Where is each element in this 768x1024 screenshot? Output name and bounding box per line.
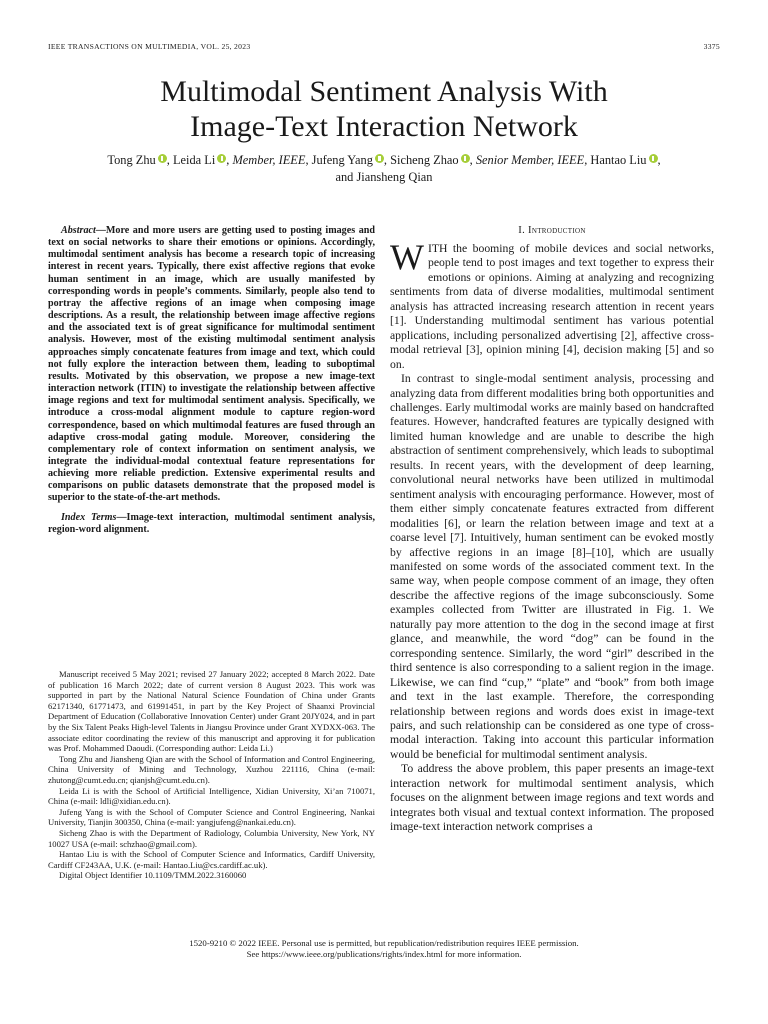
right-column bbox=[390, 225, 714, 835]
drop-cap: W bbox=[390, 237, 424, 277]
page-number: 3375 bbox=[703, 42, 720, 51]
running-header bbox=[48, 42, 720, 54]
footnote-affiliation: Sicheng Zhao is with the Department of Radiology, Columbia University, New York, NY 10027 USA (e-mail: schzhao@gmail.com). bbox=[48, 827, 375, 849]
title-line-2: Image-Text Interaction Network bbox=[190, 110, 578, 143]
orcid-icon[interactable] bbox=[217, 154, 226, 163]
index-terms-text: Image-text interaction, multimodal sentiment analysis, region-word alignment. bbox=[48, 511, 375, 535]
section-title: Introduction bbox=[528, 225, 586, 236]
title-line-1: Multimodal Sentiment Analysis With bbox=[160, 75, 608, 108]
footnote-affiliation: Hantao Liu is with the School of Computer Science and Informatics, Cardiff University, Cardiff CF243AA, U.K. (e-mail: Hantao.Liu@cs.cardiff.ac.uk). bbox=[48, 849, 375, 870]
footnote-affiliation: Leida Li is with the School of Artificial Intelligence, Xidian University, Xi’an 710071, China (e-mail: ldli@xidian.edu.cn). bbox=[48, 785, 375, 807]
intro-paragraph-1 bbox=[390, 237, 714, 372]
abstract-label: Abstract bbox=[61, 225, 96, 236]
author-name: Leida Li bbox=[172, 153, 216, 167]
author-name: Tong Zhu bbox=[107, 153, 156, 167]
author-name: and Jiansheng Qian bbox=[335, 170, 433, 184]
orcid-icon[interactable] bbox=[649, 154, 658, 163]
copyright-notice bbox=[48, 938, 720, 960]
author-name: Sicheng Zhao bbox=[390, 153, 459, 167]
author-list: Tong Zhu , Leida Li , Member, IEEE, Jufeng Yang , Sicheng Zhao , Senior Member, IEEE, Hantao Liu , and Jiansheng Qian bbox=[107, 153, 661, 184]
intro-paragraph-2: In contrast to single-modal sentiment analysis, processing and analyzing data from different modalities bring both opportunities and challenges. Early multimodal works are mainly based on handcrafted features. However, handcrafted features are typically designed with limited human knowledge and are unable to describe the high abstraction of sentiment comprehensively, which leads to suboptimal results. In recent years, with the development of deep learning, convolutional neural networks have been utilized in multimodal sentiment analysis with encouraging performance. However, most of them either simply concatenate features extracted from different modalities [6], or learn the relation between image and text at a coarse level [7]. Intuitively, human sentiment can be evoked mostly by affective regions in an image [8]–[10], which are usually manifested on some words of the associated comment text. In the same way, when people compose comment of an image, they often describe the affective regions of the image subconsciously. Some examples collected from Twitter are illustrated in Fig. 1. We naturally pay more attention to the dog in the second image at first glance, and meanwhile, the word “dog” can be found in the corresponding sentence. Similarly, the word “girl” described in the third sentence is also corresponding to a salient region in the image. Likewise, we can find “cup,” “plate” and “book” from both image and text in the last example. Therefore, the corresponding relationship between regions and words does exist in image-text pairs, and such relationship can be considered as one type of cross-modal interaction. Taking into account this particular information would be beneficial for multimodal sentiment analysis. bbox=[390, 372, 714, 761]
footnote-doi: Digital Object Identifier 10.1109/TMM.2022.3160060 bbox=[59, 870, 247, 881]
index-terms: Index Terms—Image-text interaction, multimodal sentiment analysis, region-word alignment. bbox=[48, 511, 375, 535]
copyright-line: 1520-9210 © 2022 IEEE. Personal use is permitted, but republication/redistribution requires IEEE permission. bbox=[189, 938, 579, 948]
section-heading bbox=[390, 225, 714, 236]
first-word-rest: ITH bbox=[427, 242, 448, 255]
intro-paragraph-3: To address the above problem, this paper presents an image-text interaction network for multimodal sentiment analysis, which focuses on the alignment between image regions and text words and integrates both visual and textual context information. The proposed image-text interaction network comprises a bbox=[390, 762, 714, 834]
orcid-icon[interactable] bbox=[461, 154, 470, 163]
footnotes bbox=[48, 669, 375, 881]
paragraph-text: the booming of mobile devices and social networks, people tend to post images and text together to express their emotions or opinions. Aiming at analyzing and recognizing sentiments from data of diverse modalities, multimodal sentiment analysis has attracted increasing research attention in recent years [1]. Understanding multimodal sentiment has various potential applications, including personalized advertising [2], affective cross-modal retrieval [3], opinion mining [4], decision making [5] and so on. bbox=[390, 242, 714, 371]
author-role: Member, IEEE bbox=[232, 153, 306, 167]
footnote-affiliation: Jufeng Yang is with the School of Computer Science and Control Engineering, Nankai University, Tianjin 300350, China (e-mail: yangjufeng@nankai.edu.cn). bbox=[48, 806, 375, 828]
abstract-text: More and more users are getting used to posting images and text on social networks to share their emotions or opinions. Accordingly, multimodal sentiment analysis has become a research topic of increasing interest in recent years. Typically, there exist affective regions that evoke human sentiment in an image, which are usually manifested by corresponding words in people’s comments. Similarly, people also tend to portray the affective regions of an image when composing image descriptions. As a result, the relationship between image affective regions and the associated text is of great significance for multimodal sentiment analysis. However, most of the existing multimodal sentiment analysis approaches simply concatenate features from image and text, which could not fully explore the interaction between them, leading to suboptimal results. Motivated by this observation, we propose a new image-text interaction network (ITIN) to investigate the relationship between affective image regions and text for multimodal sentiment analysis. Specifically, we introduce a cross-modal alignment module to capture region-word correspondence, based on which multimodal features are fused through an adaptive cross-modal gating module. Moreover, considering the complementary role of context information on sentiment analysis, we integrate the individual-modal contextual feature representations for achieving more reliable prediction. Extensive experimental results and comparisons on public datasets demonstrate that the proposed model is superior to the state-of-the-art methods. bbox=[48, 225, 375, 504]
orcid-icon[interactable] bbox=[375, 154, 384, 163]
paper-title bbox=[48, 74, 720, 144]
author-role: Senior Member, IEEE bbox=[475, 153, 585, 167]
left-column bbox=[48, 225, 375, 536]
author-name: Hantao Liu bbox=[590, 153, 647, 167]
footnote-manuscript: Manuscript received 5 May 2021; revised 27 January 2022; accepted 8 March 2022. Date of publication 16 March 2022; date of current version 8 August 2023. This work was supported in part by the National Natural Science Foundation of China under Grants 62171340, 61771473, and 61991451, in part by the Key Project of Shaanxi Provincial Department of Education (Collaborative Innovation Center) under Grant 20JY024, and in part by the Six Talent Peaks High-level Talents in Jiangsu Province under Grant XYDXX-063. The associate editor coordinating the review of this manuscript and approving it for publication was Prof. Mohammed Daoudi. (Corresponding author: Leida Li.) bbox=[48, 669, 375, 754]
abstract: Abstract—More and more users are getting used to posting images and text on social networks to share their emotions or opinions. Accordingly, multimodal sentiment analysis has become a research topic of increasing interest in recent years. Typically, there exist affective regions that evoke human sentiment in an image, which are usually manifested by corresponding words in people’s comments. Similarly, people also tend to portray the affective regions of an image when composing image descriptions. As a result, the relationship between image affective regions and the associated text is of great significance for multimodal sentiment analysis. However, most of the existing multimodal sentiment analysis approaches simply concatenate features from image and text, which could not fully explore the interaction between them, leading to suboptimal results. Motivated by this observation, we propose a new image-text interaction network (ITIN) to investigate the relationship between affective image regions and text for multimodal sentiment analysis. Specifically, we introduce a cross-modal alignment module to capture region-word correspondence, based on which multimodal features are fused through an adaptive cross-modal gating module. Moreover, considering the complementary role of context information on sentiment analysis, we integrate the individual-modal contextual feature representations for achieving more reliable prediction. Extensive experimental results and comparisons on public datasets demonstrate that the proposed model is superior to the state-of-the-art methods. bbox=[48, 225, 375, 504]
footnote-affiliation: Tong Zhu and Jiansheng Qian are with the School of Information and Control Engineering, China University of Mining and Technology, Xuzhou 221116, China (e-mail: zhutong@cumt.edu.cn; qianjsh@cumt.edu.cn). bbox=[48, 753, 375, 785]
author-name: Jufeng Yang bbox=[311, 153, 373, 167]
section-number: I. bbox=[518, 225, 526, 236]
rights-url-line[interactable]: See https://www.ieee.org/publications/rights/index.html for more information. bbox=[246, 949, 522, 959]
journal-name: IEEE TRANSACTIONS ON MULTIMEDIA, VOL. 25, 2023 bbox=[48, 42, 251, 51]
orcid-icon[interactable] bbox=[158, 154, 167, 163]
index-terms-label: Index Terms bbox=[61, 511, 117, 523]
